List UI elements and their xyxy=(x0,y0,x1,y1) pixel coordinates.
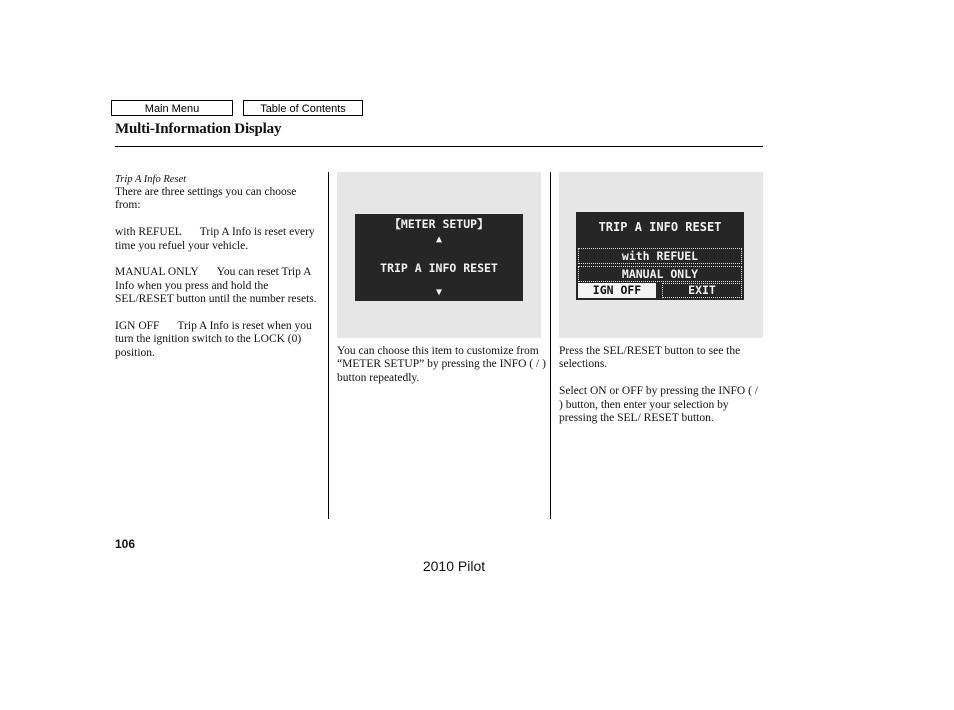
table-of-contents-button[interactable]: Table of Contents xyxy=(243,100,363,116)
section-subheading: Trip A Info Reset xyxy=(115,174,187,185)
screen-bottom-row xyxy=(578,283,742,298)
column-divider xyxy=(328,172,329,519)
meter-setup-column xyxy=(337,345,547,399)
setting-manual-label: MANUAL ONLY xyxy=(115,266,199,279)
setting-ign xyxy=(115,320,321,360)
setting-ign-text: Trip A Info is reset when you turn the ignition switch to the LOCK (0) position. xyxy=(115,320,312,359)
page-title: Multi-Information Display xyxy=(115,121,282,137)
setting-manual xyxy=(115,266,321,306)
settings-column xyxy=(115,174,321,374)
footer-model: 2010 Pilot xyxy=(422,558,486,574)
display-screen xyxy=(576,212,744,300)
display-illustration-meter-setup xyxy=(337,172,541,338)
option-with-refuel: with REFUEL xyxy=(578,248,742,264)
setting-refuel-label: with REFUEL xyxy=(115,226,182,239)
column-divider xyxy=(550,172,551,519)
setting-ign-label: IGN OFF xyxy=(115,320,160,333)
screen-line-trip-a-info-reset: TRIP A INFO RESET xyxy=(380,261,498,275)
display-illustration-trip-reset-options xyxy=(559,172,763,338)
setting-manual-text: You can reset Trip A Info when you press and hold the SEL/RESET button until the number resets. xyxy=(115,266,317,306)
main-menu-button[interactable]: Main Menu xyxy=(111,100,233,116)
selection-text-1: Press the SEL/RESET button to see the selections. xyxy=(559,345,741,371)
screen-line-meter-setup: 【METER SETUP】 xyxy=(389,217,489,231)
option-ign-off-selected: IGN OFF xyxy=(578,283,656,298)
meter-setup-text: You can choose this item to customize from “METER SETUP” by pressing the INFO ( / ) button repeatedly. xyxy=(337,345,546,384)
selection-column xyxy=(559,345,764,439)
intro-text: There are three settings you can choose from: xyxy=(115,186,297,212)
title-divider xyxy=(115,146,763,147)
display-screen xyxy=(355,214,523,301)
screen-header: TRIP A INFO RESET xyxy=(598,220,722,234)
option-exit: EXIT xyxy=(662,283,742,298)
setting-refuel-text: Trip A Info is reset every time you refuel your vehicle. xyxy=(115,226,315,252)
option-manual-only: MANUAL ONLY xyxy=(578,266,742,282)
up-arrow-icon: ▲ xyxy=(435,234,443,245)
setting-refuel xyxy=(115,226,321,253)
selection-text-2: Select ON or OFF by pressing the INFO ( / ) button, then enter your selection by pressing the SEL/ RESET button. xyxy=(559,385,758,425)
down-arrow-icon: ▼ xyxy=(435,287,443,298)
page-number: 106 xyxy=(115,537,136,551)
